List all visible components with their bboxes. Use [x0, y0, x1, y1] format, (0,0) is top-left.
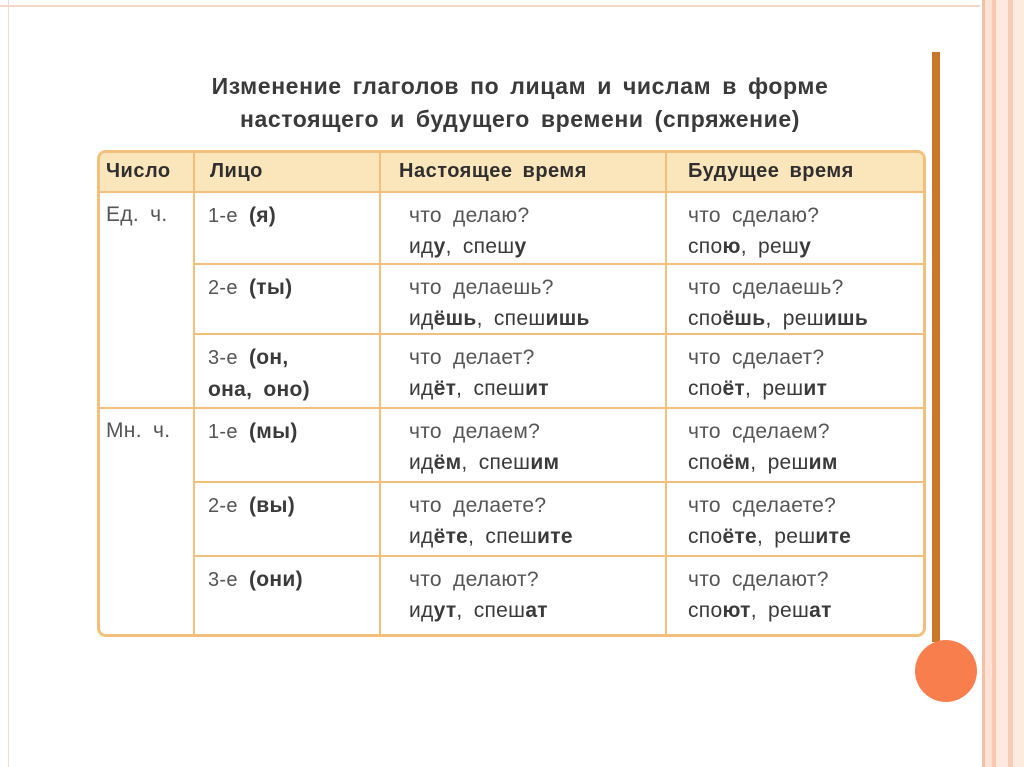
pronoun: (мы): [248, 420, 298, 443]
verb-stem: спо: [688, 377, 723, 400]
pronoun: (они): [248, 568, 303, 591]
present-tense-cell: что делает? идёт, спешит: [409, 342, 549, 404]
person-number: 2-е: [208, 277, 238, 299]
verb-stem: спо: [688, 307, 723, 330]
group-label-plural: Мн. ч.: [106, 419, 171, 442]
verb-ending: ишь: [823, 307, 869, 330]
question-text: что делают?: [409, 568, 539, 591]
verb-stem: ид: [409, 235, 434, 258]
present-tense-cell: что делаешь? идёшь, спешишь: [409, 272, 590, 334]
header-number: Число: [106, 160, 171, 182]
future-tense-cell: что сделают? споют, решат: [688, 564, 832, 626]
group-label-singular: Ед. ч.: [106, 203, 168, 226]
slide-title-line-1: Изменение глаголов по лицам и числам в форме: [211, 73, 829, 99]
slide-title-line-2: настоящего и будущего времени (спряжение): [239, 106, 801, 132]
verb-ending: им: [530, 451, 560, 474]
verb-stem: ид: [409, 307, 434, 330]
row-divider: [193, 555, 923, 557]
verb-stem: спеш: [473, 599, 526, 622]
slide-left-rule: [8, 0, 9, 767]
verb-ending: ёшь: [722, 307, 766, 330]
question-text: что делаешь?: [409, 276, 554, 299]
person-number: 1-е: [208, 205, 238, 227]
present-tense-cell: что делают? идут, спешат: [409, 564, 548, 626]
question-text: что сделаешь?: [688, 276, 844, 299]
row-divider: [193, 333, 923, 335]
verb-ending: ат: [809, 599, 832, 622]
verb-stem: спо: [688, 451, 723, 474]
person-cell: [208, 342, 310, 405]
verb-ending: ишь: [545, 307, 590, 330]
row-divider: [193, 481, 923, 483]
row-divider: [100, 407, 923, 409]
verb-stem: реш: [782, 307, 824, 330]
verb-stem: спеш: [485, 525, 538, 548]
header-divider: [100, 191, 923, 193]
verb-ending: ите: [537, 525, 573, 548]
person-cell: [208, 564, 303, 596]
person-number: 3-е: [208, 347, 238, 369]
verb-ending: у: [799, 235, 812, 258]
future-tense-cell: что сделаешь? споёшь, решишь: [688, 272, 868, 334]
verb-ending: ю: [722, 235, 741, 258]
question-text: что делаете?: [409, 494, 547, 517]
verb-ending: ём: [433, 451, 462, 474]
present-tense-cell: что делаем? идём, спешим: [409, 416, 559, 478]
slide-title: [100, 70, 940, 136]
verb-stem: реш: [767, 451, 809, 474]
header-present: Настоящее время: [399, 160, 587, 182]
verb-ending: ём: [722, 451, 751, 474]
present-tense-cell: что делаю? иду, спешу: [409, 200, 529, 262]
question-text: что делаю?: [409, 204, 530, 227]
question-text: что сделает?: [688, 346, 825, 369]
pronoun: (ты): [248, 276, 293, 299]
verb-ending: у: [433, 235, 446, 258]
verb-stem: спеш: [473, 377, 526, 400]
header-future: Будущее время: [688, 160, 854, 182]
verb-ending: ёшь: [433, 307, 477, 330]
verb-stem: спеш: [462, 235, 515, 258]
verb-stem: реш: [757, 235, 800, 258]
verb-ending: ёт: [433, 377, 457, 400]
question-text: что делаем?: [409, 420, 541, 443]
person-number: 3-е: [208, 569, 238, 591]
verb-stem: спеш: [478, 451, 531, 474]
row-divider: [193, 263, 923, 265]
slide-top-rule: [0, 5, 980, 7]
person-cell: [208, 272, 292, 304]
verb-ending: ит: [803, 377, 828, 400]
verb-stem: реш: [768, 599, 810, 622]
verb-ending: ют: [722, 599, 751, 622]
person-number: 1-е: [208, 421, 238, 443]
question-text: что делает?: [409, 346, 535, 369]
slide-accent-dot: [915, 640, 977, 702]
verb-stem: ид: [409, 451, 434, 474]
present-tense-cell: что делаете? идёте, спешите: [409, 490, 573, 552]
verb-stem: реш: [774, 525, 816, 548]
verb-stem: спо: [688, 235, 723, 258]
verb-ending: ут: [433, 599, 457, 622]
pronoun: (он,: [248, 346, 289, 369]
column-divider: [193, 153, 195, 634]
future-tense-cell: что сделаем? споём, решим: [688, 416, 838, 478]
question-text: что сделаем?: [688, 420, 830, 443]
pronoun: (вы): [248, 494, 295, 517]
column-divider: [379, 153, 381, 634]
verb-ending: ит: [525, 377, 549, 400]
conjugation-table: [97, 150, 926, 637]
person-cell: [208, 200, 276, 232]
verb-ending: им: [808, 451, 838, 474]
slide-right-border: [980, 0, 1024, 767]
verb-ending: ите: [815, 525, 852, 548]
verb-stem: реш: [762, 377, 804, 400]
future-tense-cell: что сделаете? споёте, решите: [688, 490, 851, 552]
question-text: что сделают?: [688, 568, 829, 591]
question-text: что сделаете?: [688, 494, 837, 517]
person-cell: [208, 416, 298, 448]
verb-stem: спеш: [493, 307, 546, 330]
pronoun-continued: она, оно): [208, 378, 310, 401]
verb-stem: ид: [409, 599, 434, 622]
verb-ending: ёте: [433, 525, 469, 548]
person-cell: [208, 490, 295, 522]
future-tense-cell: что сделаю? спою, решу: [688, 200, 819, 262]
column-divider: [665, 153, 667, 634]
verb-stem: спо: [688, 525, 723, 548]
verb-stem: спо: [688, 599, 723, 622]
verb-ending: ёте: [722, 525, 757, 548]
verb-stem: ид: [409, 525, 434, 548]
image-edge-shadow: [932, 52, 940, 642]
pronoun: (я): [248, 204, 277, 227]
verb-ending: ат: [525, 599, 548, 622]
person-number: 2-е: [208, 495, 238, 517]
verb-stem: ид: [409, 377, 434, 400]
verb-ending: у: [514, 235, 527, 258]
question-text: что сделаю?: [688, 204, 820, 227]
future-tense-cell: что сделает? споёт, решит: [688, 342, 827, 404]
header-person: Лицо: [210, 160, 263, 182]
verb-ending: ёт: [722, 377, 746, 400]
